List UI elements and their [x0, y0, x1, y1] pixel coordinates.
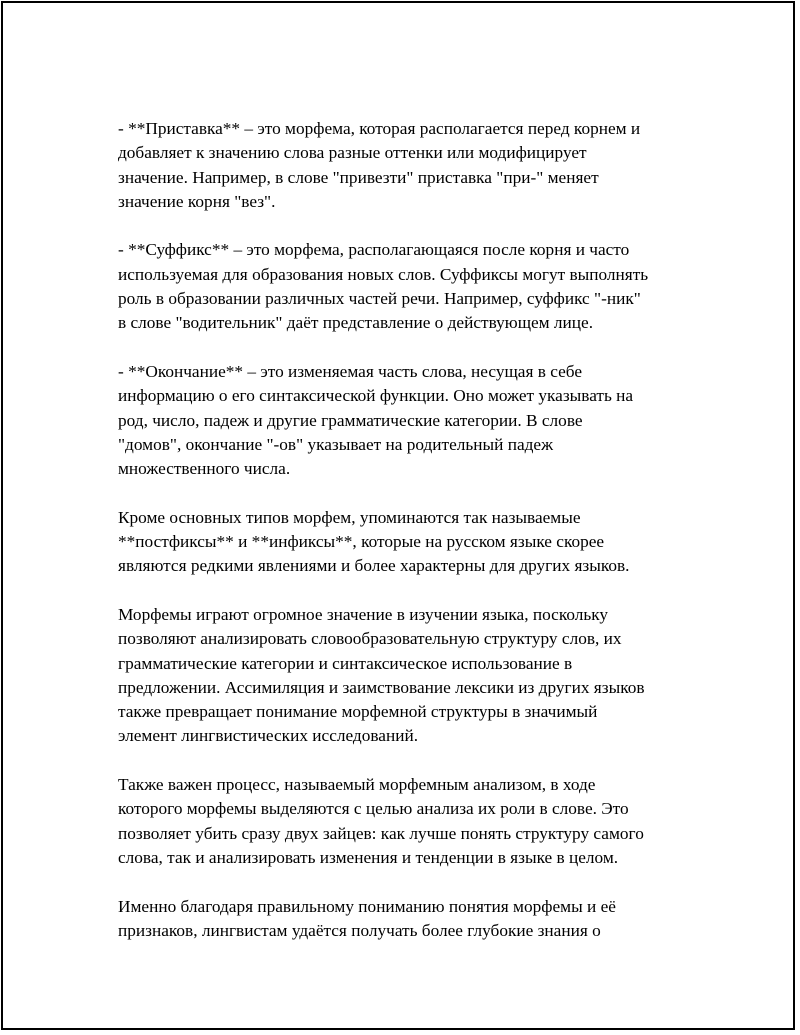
text-line: Кроме основных типов морфем, упоминаются так называемые — [118, 507, 581, 527]
text-line: которого морфемы выделяются с целью анализа их роли в слове. Это — [118, 799, 629, 819]
text-line: Именно благодаря правильному пониманию понятия морфемы и её — [118, 896, 616, 916]
text-line: информацию о его синтаксической функции. Оно может указывать на — [118, 386, 634, 406]
text-line: позволяет убить сразу двух зайцев: как лучше понять структуру самого — [118, 823, 644, 843]
text-line: "домов", окончание "-ов" указывает на родительный падеж — [118, 434, 554, 454]
text-line: - **Приставка** – это морфема, которая располагается перед корнем и — [118, 119, 641, 138]
paragraph-analysis — [118, 773, 718, 870]
text-line: также превращает понимание морфемной структуры в значимый — [118, 702, 598, 722]
text-line: используемая для образования новых слов. Суффиксы могут выполнять — [118, 264, 649, 284]
text-line: грамматические категории и синтаксическое использование в — [118, 653, 573, 673]
text-line: - **Суффикс** – это морфема, располагающаяся после корня и часто — [118, 240, 630, 260]
text-line: элемент лингвистических исследований. — [118, 726, 419, 746]
paragraph-ending — [118, 360, 718, 481]
text-line: род, число, падеж и другие грамматические категории. В слове — [118, 410, 583, 430]
text-line: слова, так и анализировать изменения и тенденции в языке в целом. — [118, 847, 619, 867]
text-line: являются редкими явлениями и более характерны для других языков. — [118, 556, 630, 576]
text-line: предложении. Ассимиляция и заимствование лексики из других языков — [118, 677, 645, 697]
text-line: признаков, лингвистам удаётся получать более глубокие знания о — [118, 920, 601, 940]
text-line: множественного числа. — [118, 459, 291, 479]
paragraph-suffix — [118, 238, 718, 335]
paragraph-importance — [118, 603, 718, 749]
text-line: позволяют анализировать словообразовательную структуру слов, их — [118, 629, 622, 649]
paragraph-conclusion — [118, 895, 718, 944]
text-line: значение корня "вез". — [118, 191, 276, 211]
paragraph-postfixes — [118, 506, 718, 579]
text-line: Морфемы играют огромное значение в изучении языка, поскольку — [118, 604, 609, 624]
document-body — [118, 117, 718, 967]
text-line: - **Окончание** – это изменяемая часть слова, несущая в себе — [118, 361, 583, 381]
text-line: роль в образовании различных частей речи. Например, суффикс "-ник" — [118, 289, 641, 309]
text-line: добавляет к значению слова разные оттенки или модифицирует — [118, 143, 587, 163]
text-line: значение. Например, в слове "привезти" приставка "при-" меняет — [118, 167, 599, 187]
paragraph-prefix — [118, 117, 718, 214]
text-line: в слове "водительник" даёт представление о действующем лице. — [118, 313, 594, 333]
text-line: **постфиксы** и **инфиксы**, которые на русском языке скорее — [118, 532, 605, 552]
text-line: Также важен процесс, называемый морфемным анализом, в ходе — [118, 775, 596, 795]
